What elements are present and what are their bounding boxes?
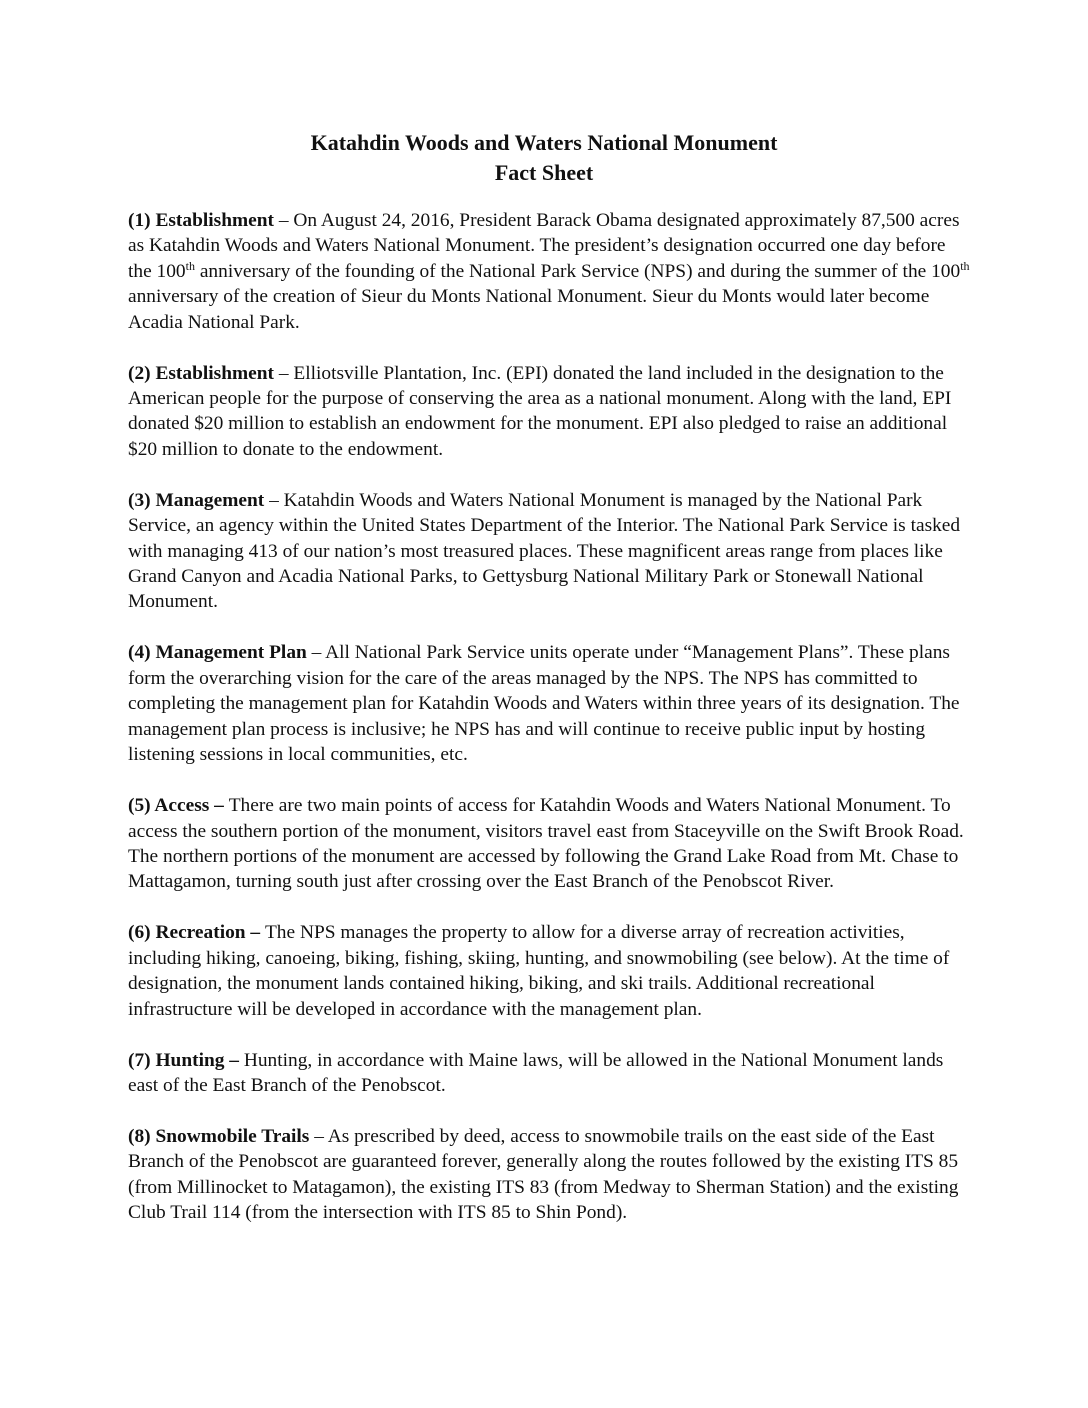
section-dash: –: [264, 489, 284, 511]
section-4-management-plan: [128, 640, 974, 767]
section-text: As prescribed by deed, access to snowmobile trails on the east side of the East Branch of the Penobscot are guaranteed forever, generally along the routes followed by the existing ITS 85 (from Millinocket to Matagamon), the existing ITS 83 (from Medway to Sherman Station) and the existing Club Trail 114 (from the intersection with ITS 85 to Shin Pond).: [128, 1125, 959, 1224]
document-title: [0, 128, 1088, 188]
section-text: Elliotsville Plantation, Inc. (EPI) donated the land included in the designation to the American people for the purpose of conserving the area as a national monument. Along with the land, EPI donated $20 million to establish an endowment for the monument. EPI also pledged to raise an additional $20 million to donate to the endowment.: [128, 362, 952, 460]
section-text: Hunting, in accordance with Maine laws, will be allowed in the National Monument lands east of the East Branch of the Penobscot.: [128, 1049, 944, 1096]
section-text: On August 24, 2016, President Barack Obama designated approximately 87,500 acres as Katahdin Woods and Waters National Monument. The president’s designation occurred one day before the 100: [128, 210, 960, 282]
section-dash: –: [309, 1125, 328, 1147]
section-dash: –: [273, 362, 294, 384]
section-heading: (5) Access –: [128, 795, 229, 817]
section-text: anniversary of the founding of the National Park Service (NPS) and during the summer of the 100: [194, 260, 961, 282]
section-dash: –: [273, 210, 294, 231]
section-text: Katahdin Woods and Waters National Monument is managed by the National Park Service, an agency within the United States Department of the Interior. The National Park Service is tasked with managing 413 of our nation’s most treasured places. These magnificent areas range from places like Grand Canyon and Acadia National Parks, to Gettysburg National Military Park or Stonewall National Monument.: [128, 489, 961, 613]
section-6-recreation: [128, 920, 974, 1022]
section-heading: (8) Snowmobile Trails: [128, 1125, 310, 1147]
section-text: All National Park Service units operate under “Management Plans”. These plans form the overarching vision for the care of the areas managed by the NPS. The NPS has committed to completing the management plan for Katahdin Woods and Waters within three years of its designation. The management plan process is inclusive; he NPS has and will continue to receive public input by hosting listening sessions in local communities, etc.: [128, 642, 960, 766]
section-8-snowmobile-trails: [128, 1124, 974, 1226]
title-line-1: Katahdin Woods and Waters National Monument: [310, 130, 778, 155]
section-heading: (4) Management Plan: [128, 642, 307, 664]
section-2-establishment: [128, 361, 974, 463]
section-1-establishment: [128, 208, 974, 335]
section-heading: (1) Establishment: [128, 210, 274, 231]
section-heading: (6) Recreation –: [128, 922, 265, 944]
title-line-2: Fact Sheet: [494, 160, 594, 185]
section-3-management: [128, 488, 974, 615]
section-heading: (7) Hunting –: [128, 1049, 244, 1071]
section-5-access: [128, 793, 974, 895]
section-text: anniversary of the creation of Sieur du Monts National Monument. Sieur du Monts would later become Acadia National Park.: [128, 286, 930, 333]
ordinal-suffix: th: [185, 258, 195, 273]
section-text: There are two main points of access for Katahdin Woods and Waters National Monument. To access the southern portion of the monument, visitors travel east from Staceyville on the Swift Brook Road. The northern portions of the monument are accessed by following the Grand Lake Road from Mt. Chase to Mattagamon, turning south just after crossing over the East Branch of the Penobscot River.: [128, 795, 964, 893]
section-text: The NPS manages the property to allow for a diverse array of recreation activities, including hiking, canoeing, biking, fishing, skiing, hunting, and snowmobiling (see below). At the time of designation, the monument lands contained hiking, biking, and ski trails. Additional recreational infrastructure will be developed in accordance with the management plan.: [128, 922, 950, 1020]
section-7-hunting: [128, 1048, 974, 1099]
document-body: [128, 208, 974, 1251]
section-dash: –: [306, 642, 326, 664]
ordinal-suffix: th: [960, 258, 970, 273]
section-heading: (2) Establishment: [128, 362, 274, 384]
section-heading: (3) Management: [128, 489, 265, 511]
